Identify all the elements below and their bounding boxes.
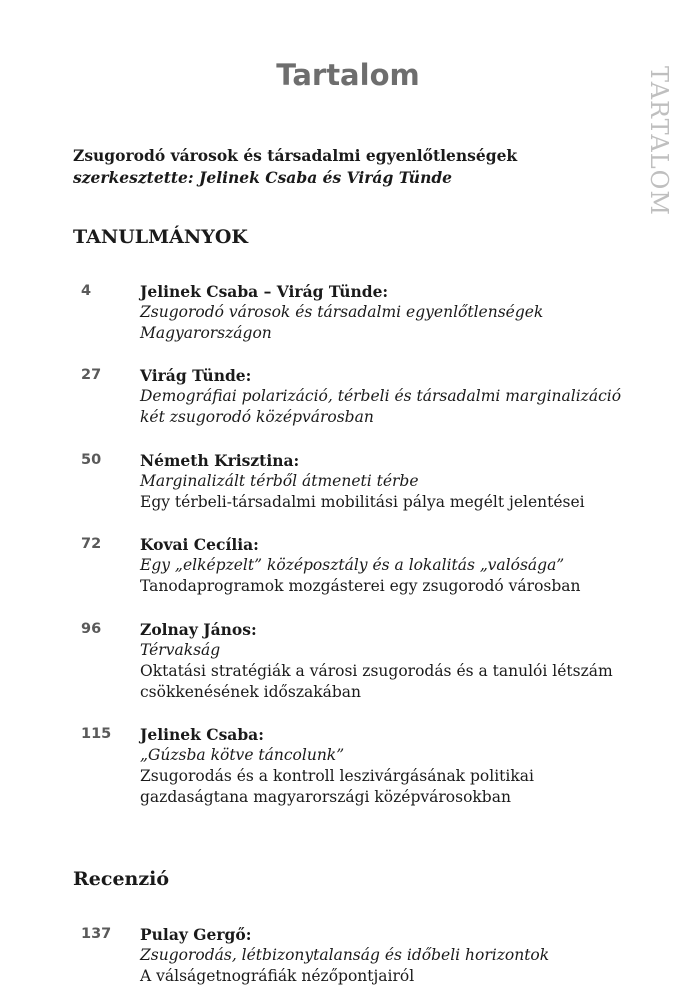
entry-author: Jelinek Csaba:: [140, 725, 264, 744]
page-number: 96: [81, 621, 102, 637]
entry-author: Zolnay János:: [140, 620, 257, 639]
entry-subtitle-line: Tanodaprogramok mozgásterei egy zsugorodó városban: [140, 577, 581, 595]
entry-subtitle-line: gazdaságtana magyarországi középvárosokban: [140, 788, 511, 806]
entry-title-line: Magyarországon: [140, 324, 272, 342]
entry-subtitle-line: Oktatási stratégiák a városi zsugorodás és a tanulói létszám: [140, 662, 613, 680]
entry-subtitle-line: Egy térbeli-társadalmi mobilitási pálya megélt jelentései: [140, 493, 585, 511]
page-number: 137: [81, 926, 112, 942]
page-number: 115: [81, 726, 112, 742]
entry-title-line: Zsugorodó városok és társadalmi egyenlőtlenségek: [140, 303, 544, 321]
entry-subtitle-line: csökkenésének időszakában: [140, 683, 362, 701]
entry-author: Kovai Cecília:: [140, 535, 259, 554]
entry-author: Pulay Gergő:: [140, 925, 252, 944]
page-number: 4: [81, 283, 92, 299]
page-title: Tartalom: [276, 58, 420, 92]
entry-title-line: Zsugorodás, létbizonytalanság és időbeli horizontok: [140, 946, 550, 964]
issue-header: [73, 145, 517, 189]
entry-author: Jelinek Csaba – Virág Tünde:: [140, 282, 389, 301]
issue-editors: szerkesztette: Jelinek Csaba és Virág Tünde: [73, 168, 453, 187]
entry-title-line: „Gúzsba kötve táncolunk”: [140, 746, 345, 764]
entry-title-line: Egy „elképzelt” középosztály és a lokalitás „valósága”: [140, 556, 565, 574]
entry-author: Németh Krisztina:: [140, 451, 300, 470]
issue-title: Zsugorodó városok és társadalmi egyenlőtlenségek: [73, 146, 518, 165]
page-number: 27: [81, 367, 102, 383]
entry-title-line: két zsugorodó középvárosban: [140, 408, 374, 426]
side-tab-label: TARTALOM: [645, 66, 673, 216]
page-number: 50: [81, 452, 102, 468]
entry-title-line: Marginalizált térből átmeneti térbe: [140, 472, 419, 490]
section-heading-studies: TANULMÁNYOK: [73, 226, 248, 248]
entry-subtitle-line: Zsugorodás és a kontroll leszivárgásának politikai: [140, 767, 534, 785]
entry-subtitle-line: A válságetnográfiák nézőpontjairól: [140, 967, 415, 985]
entry-title-line: Demográfiai polarizáció, térbeli és társadalmi marginalizáció: [140, 387, 622, 405]
entry-author: Virág Tünde:: [140, 366, 252, 385]
entry-title-line: Térvakság: [140, 641, 221, 659]
page-number: 72: [81, 536, 102, 552]
section-heading-review: Recenzió: [73, 868, 170, 890]
